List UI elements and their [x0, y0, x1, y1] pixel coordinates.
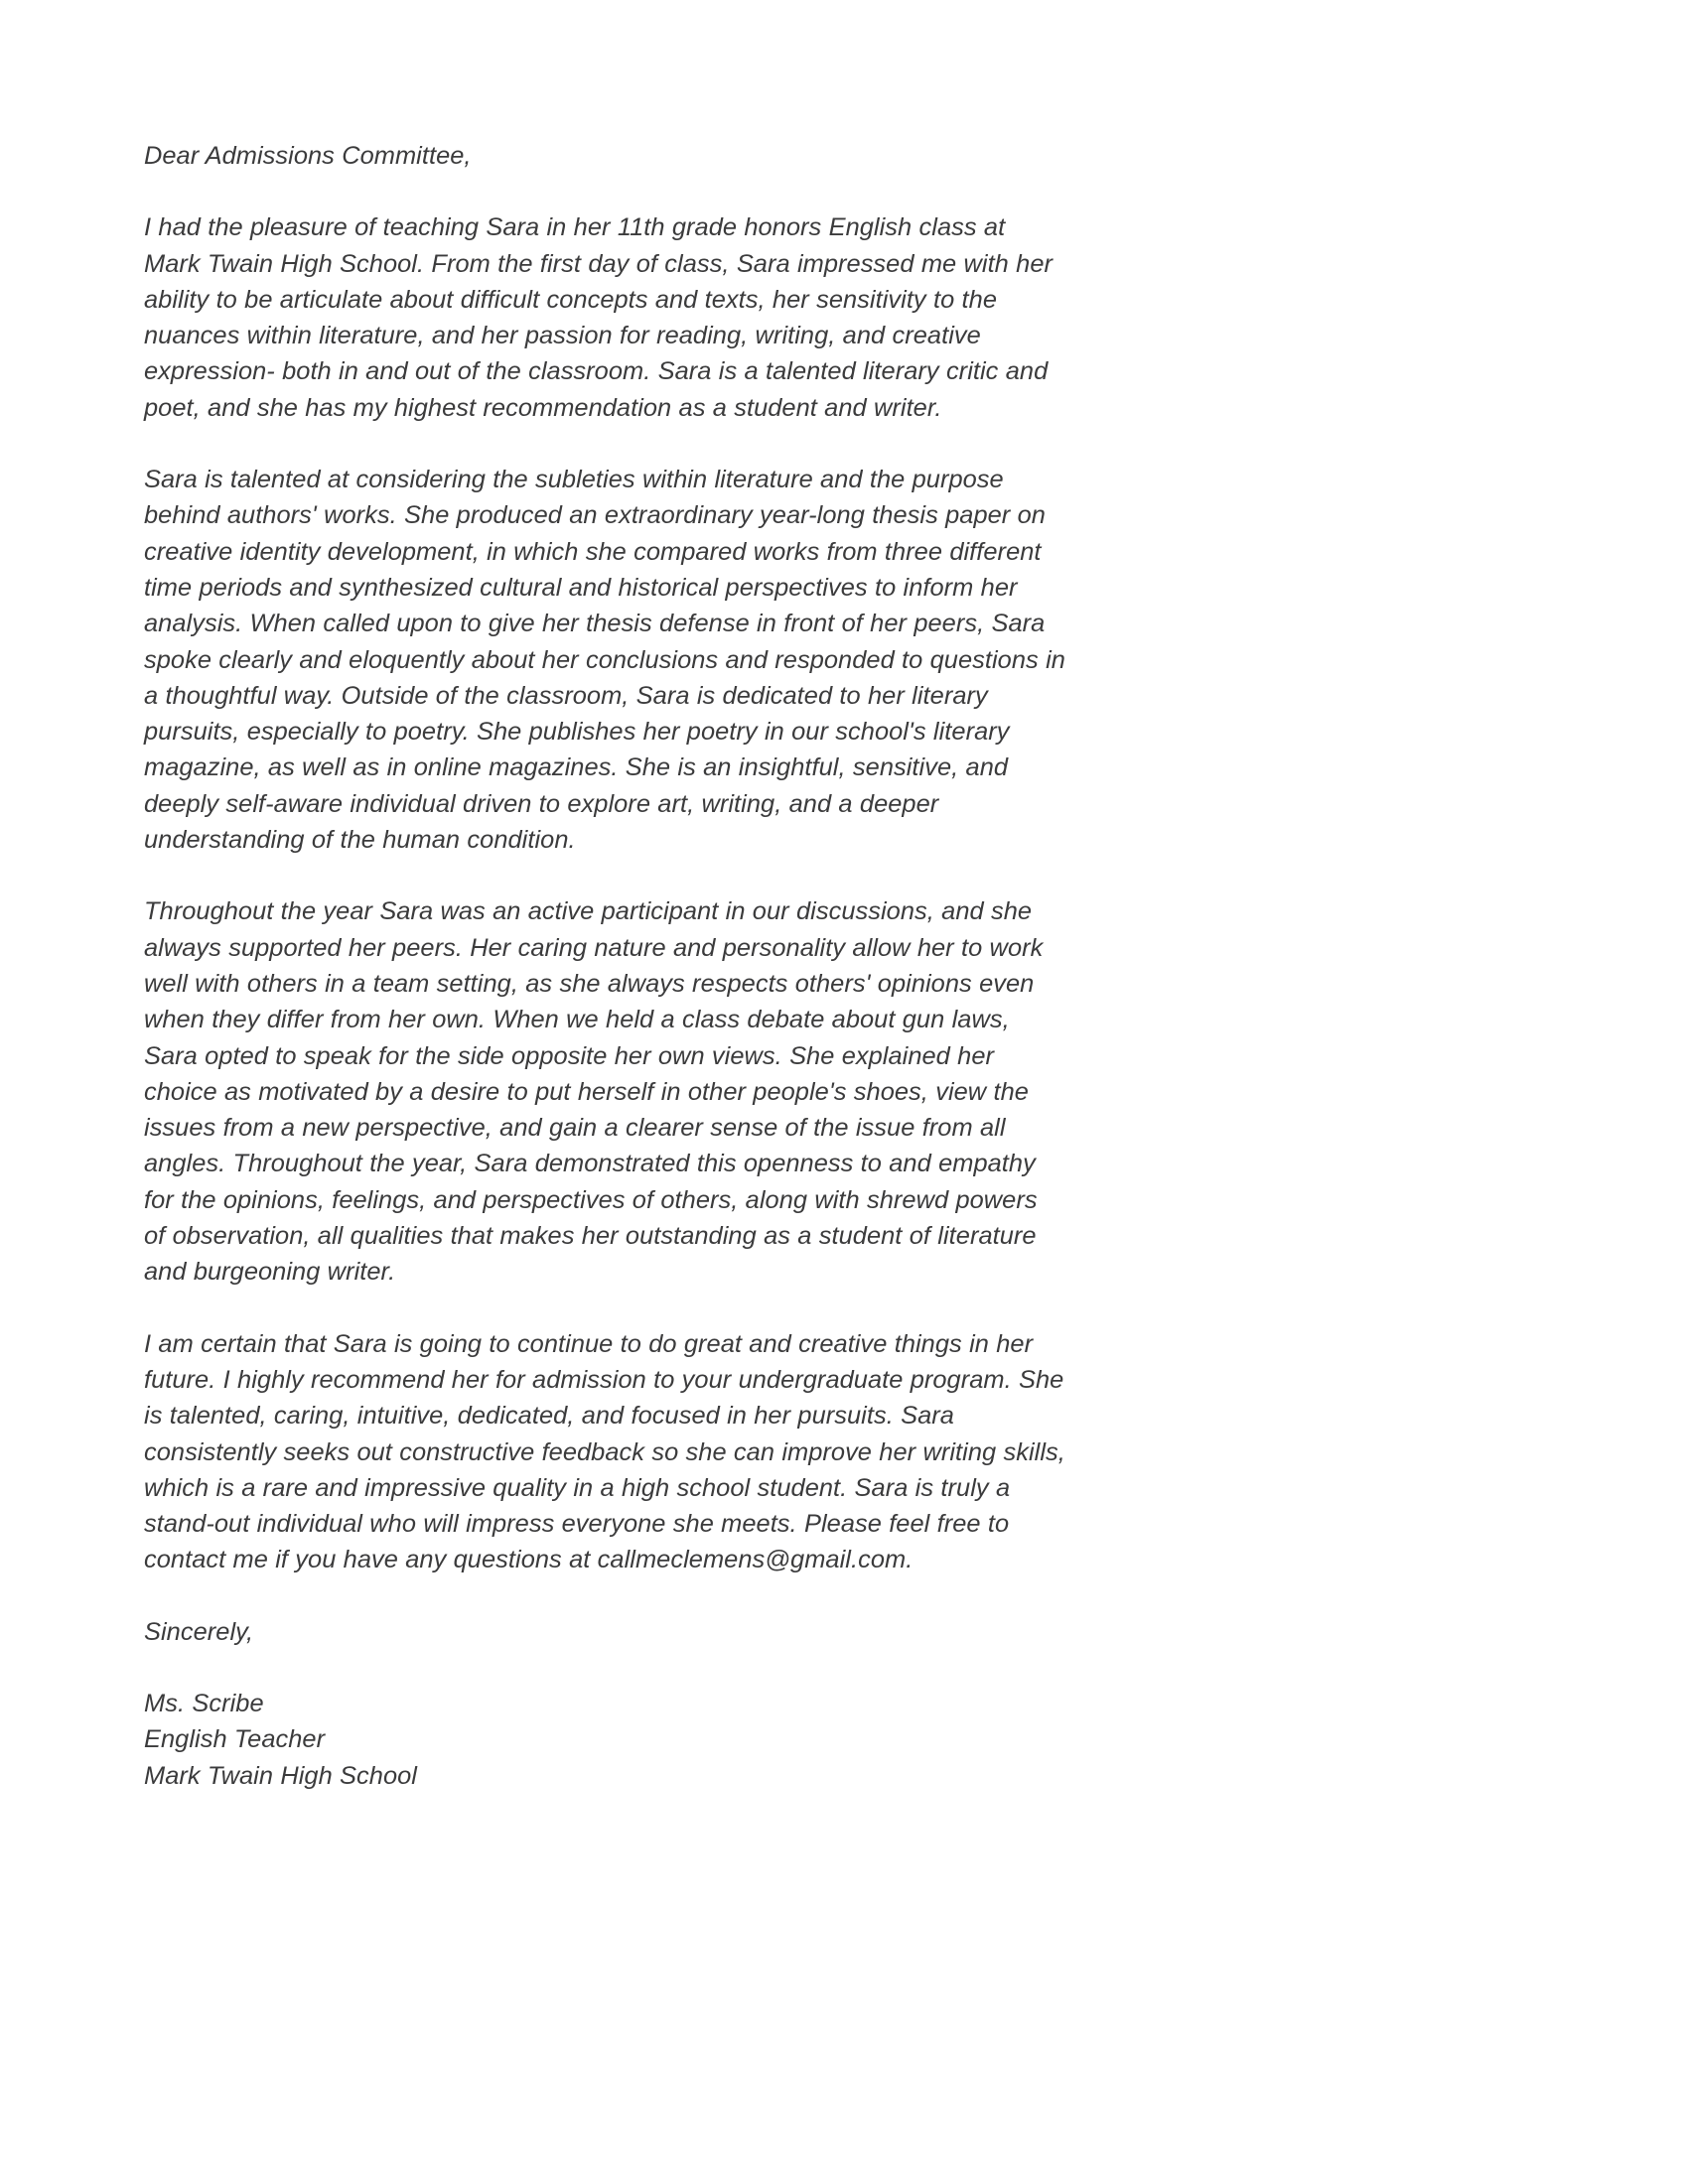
closing-salutation: Sincerely, — [144, 1617, 254, 1646]
letter-body — [144, 138, 1073, 1794]
signature-block — [144, 1686, 1065, 1794]
paragraph-academic-strengths: Sara is talented at considering the subleties within literature and the purpose behind authors' works. She produced an extraordinary year-long thesis paper on creative identity development, in which she compared works from three different time periods and synthesized cultural and historical perspectives to inform her analysis. When called upon to give her thesis defense in front of her peers, Sara spoke clearly and eloquently about her conclusions and responded to questions in a thoughtful way. Outside of the classroom, Sara is dedicated to her literary pursuits, especially to poetry. She publishes her poetry in our school's literary magazine, as well as in online magazines. She is an insightful, sensitive, and deeply self-aware individual driven to explore art, writing, and a deeper understanding of the human condition. — [144, 466, 1073, 855]
signer-title: English Teacher — [144, 1725, 326, 1754]
paragraph-character: Throughout the year Sara was an active participant in our discussions, and she always supported her peers. Her caring nature and personality allow her to work well with others in a team setting, as she always respects others' opinions even when they differ from her own. When we held a class debate about gun laws, Sara opted to speak for the side opposite her own views. She explained her choice as motivated by a desire to put herself in other people's shoes, view the issues from a new perspective, and gain a clearer sense of the issue from all angles. Throughout the year, Sara demonstrated this openness to and empathy for the opinions, feelings, and perspectives of others, along with shrewd powers of observation, all qualities that makes her outstanding as a student of literature and burgeoning writer. — [144, 897, 1051, 1287]
salutation: Dear Admissions Committee, — [144, 142, 472, 170]
signer-organization: Mark Twain High School — [144, 1761, 417, 1790]
paragraph-conclusion: I am certain that Sara is going to continue to do great and creative things in her future. I highly recommend her for admission to your undergraduate program. She is talented, caring, intuitive, dedicated, and focused in her pursuits. Sara consistently seeks out constructive feedback so she can improve her writing skills, which is a rare and impressive quality in a high school student. Sara is truly a stand-out individual who will impress everyone she meets. Please feel free to contact me if you have any questions at callmeclemens@gmail.com. — [144, 1329, 1073, 1574]
paragraph-intro: I had the pleasure of teaching Sara in her 11th grade honors English class at Mark Twain High School. From the first day of class, Sara impressed me with her ability to be articulate about difficult concepts and texts, her sensitivity to the nuances within literature, and her passion for reading, writing, and creative expression- both in and out of the classroom. Sara is a talented literary critic and poet, and she has my highest recommendation as a student and writer. — [144, 213, 1060, 422]
signer-name: Ms. Scribe — [144, 1689, 264, 1717]
